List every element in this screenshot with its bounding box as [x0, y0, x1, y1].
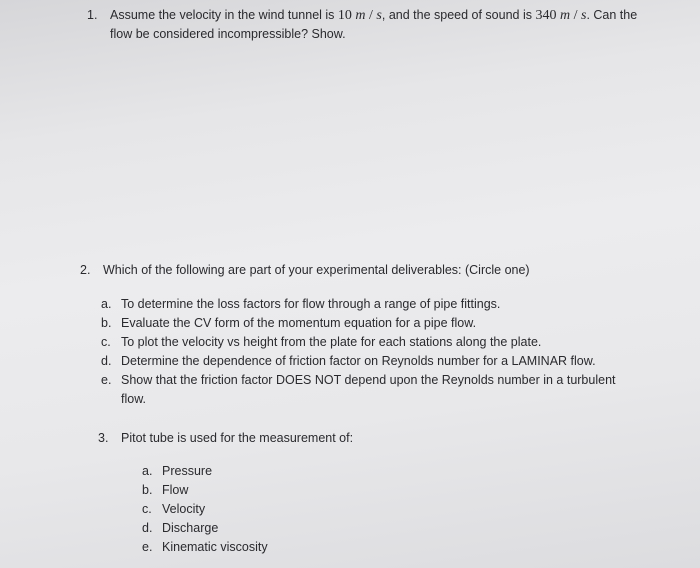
question-2 [80, 261, 680, 281]
q1-sound-unit-slash: / [573, 8, 578, 23]
q3-option-a-letter: a. [142, 464, 153, 478]
question-1-line-2: flow be considered incompressible? Show. [110, 27, 346, 41]
q3-option-c-letter: c. [142, 502, 152, 516]
question-1-line-1 [110, 6, 680, 25]
q1-sound-unit-m: m [559, 8, 571, 23]
q3-option-c-text: Velocity [162, 502, 206, 516]
q1-sound-speed [535, 8, 586, 23]
question-2-text: Which of the following are part of your experimental deliverables: (Circle one) [103, 263, 530, 277]
question-3 [98, 429, 598, 449]
q3-option-d-text: Discharge [162, 521, 219, 535]
q2-option-e-text-line-2: flow. [121, 392, 147, 406]
q1-sound-unit-s: s [581, 8, 587, 23]
q3-option-a-text: Pressure [162, 464, 213, 478]
question-2-number: 2. [80, 263, 91, 277]
q1-sound-value: 340 [535, 8, 557, 23]
q1-velocity-unit-m: m [355, 8, 366, 23]
q2-option-e-text: Show that the friction factor DOES NOT depend upon the Reynolds number in a turbulent [121, 373, 616, 387]
q3-option-d-letter: d. [142, 521, 153, 535]
q3-option-b-letter: b. [142, 483, 153, 497]
question-1 [87, 6, 687, 46]
q1-text-before: Assume the velocity in the wind tunnel is [110, 8, 335, 22]
q2-option-b-letter: b. [101, 316, 112, 330]
q2-option-a-letter: a. [101, 297, 112, 311]
q2-option-b-text: Evaluate the CV form of the momentum equation for a pipe flow. [121, 316, 477, 330]
q2-option-d-letter: d. [101, 354, 112, 368]
q3-option-e-text: Kinematic viscosity [162, 540, 268, 554]
question-3-number: 3. [98, 431, 109, 445]
q1-velocity [338, 8, 382, 23]
q2-option-a-text: To determine the loss factors for flow through a range of pipe fittings. [121, 297, 501, 311]
q1-velocity-unit-slash: / [369, 8, 373, 23]
q2-option-c-text: To plot the velocity vs height from the plate for each stations along the plate. [121, 335, 542, 349]
question-1-text [110, 6, 680, 44]
q3-option-e-letter: e. [142, 540, 153, 554]
question-3-text: Pitot tube is used for the measurement of: [121, 431, 354, 445]
q1-velocity-value: 10 [337, 8, 352, 23]
question-1-number: 1. [87, 8, 98, 22]
q2-option-c-letter: c. [101, 335, 111, 349]
q1-text-middle: , and the speed of sound is [381, 8, 532, 22]
q1-text-after: . Can the [586, 8, 638, 22]
q3-option-b-text: Flow [162, 483, 189, 497]
q1-velocity-unit-s: s [376, 8, 382, 23]
q2-option-d-text: Determine the dependence of friction factor on Reynolds number for a LAMINAR flow. [121, 354, 596, 368]
q2-option-e-letter: e. [101, 373, 112, 387]
